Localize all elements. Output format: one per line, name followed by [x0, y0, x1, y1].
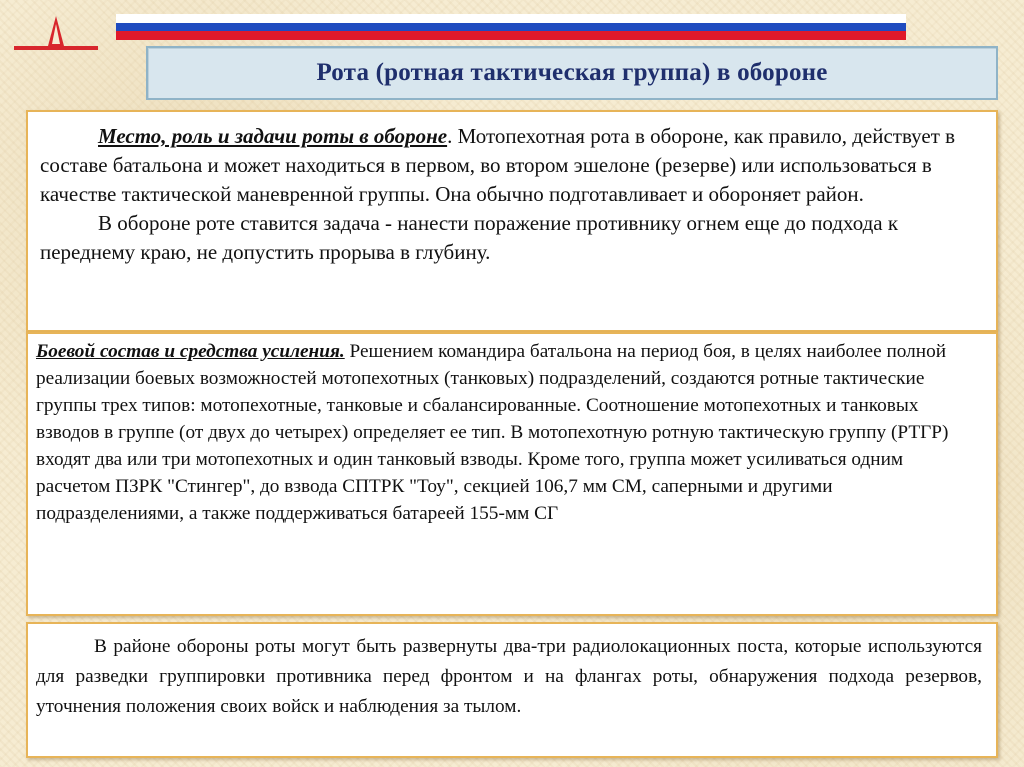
section1-lead: Место, роль и задачи роты в обороне: [98, 124, 448, 148]
flag-stripe-red: [116, 31, 906, 40]
section2-paragraph: [36, 338, 982, 527]
section2-lead: Боевой состав и средства усиления.: [36, 341, 345, 362]
section-radar-posts: [26, 622, 998, 758]
russian-flag-banner: [116, 14, 906, 40]
section2-text: Решением командира батальона на период боя, в целях наиболее полной реализации боевых возможностей мотопехотных (танковых) подразделений, создаются ротные тактические группы трех типов: мотопехотные, танковые и сбалансированные. Соотношение мотопехотных и танковых взводов в группе (от двух до четырех) определяет ее тип. В мотопехотную ротную тактическую группу (РТГР) входят два или три мотопехотных и один танковый взводы. Кроме того, группа может усиливаться одним расчетом ПЗРК "Стингер", до взвода СПТРК "Тоу", секцией 106,7 мм СМ, саперными и другими подразделениями, а также поддерживаться батареей 155-мм СГ: [36, 341, 949, 524]
flag-stripe-white: [116, 14, 906, 23]
slide-title: Рота (ротная тактическая группа) в обороне: [316, 59, 828, 86]
slide-title-box: [146, 46, 998, 100]
section-role-tasks: [26, 110, 998, 332]
section-combat-composition: [26, 332, 998, 616]
red-star-emblem-icon: [12, 14, 100, 52]
section3-paragraph: В районе обороны роты могут быть развернуты два-три радиолокационных поста, которые используются для разведки группировки противника перед фронтом и на флангах роты, обнаружения подхода резервов, уточнения положения своих войск и наблюдения за тылом.: [36, 636, 982, 717]
section1-lead-tail: . Мотопехотная рота в обороне, как правило, действует в составе батальона и может находиться в первом, во втором эшелоне (резерве) или использоваться в качестве тактической маневренной группы. Она обычно подготавливает и обороняет район.: [40, 124, 956, 206]
section1-paragraph1: [40, 122, 982, 209]
flag-stripe-blue: [116, 23, 906, 32]
section1-paragraph2: В обороне роте ставится задача - нанести поражение противнику огнем еще до подхода к переднему краю, не допустить прорыва в глубину.: [40, 211, 899, 264]
